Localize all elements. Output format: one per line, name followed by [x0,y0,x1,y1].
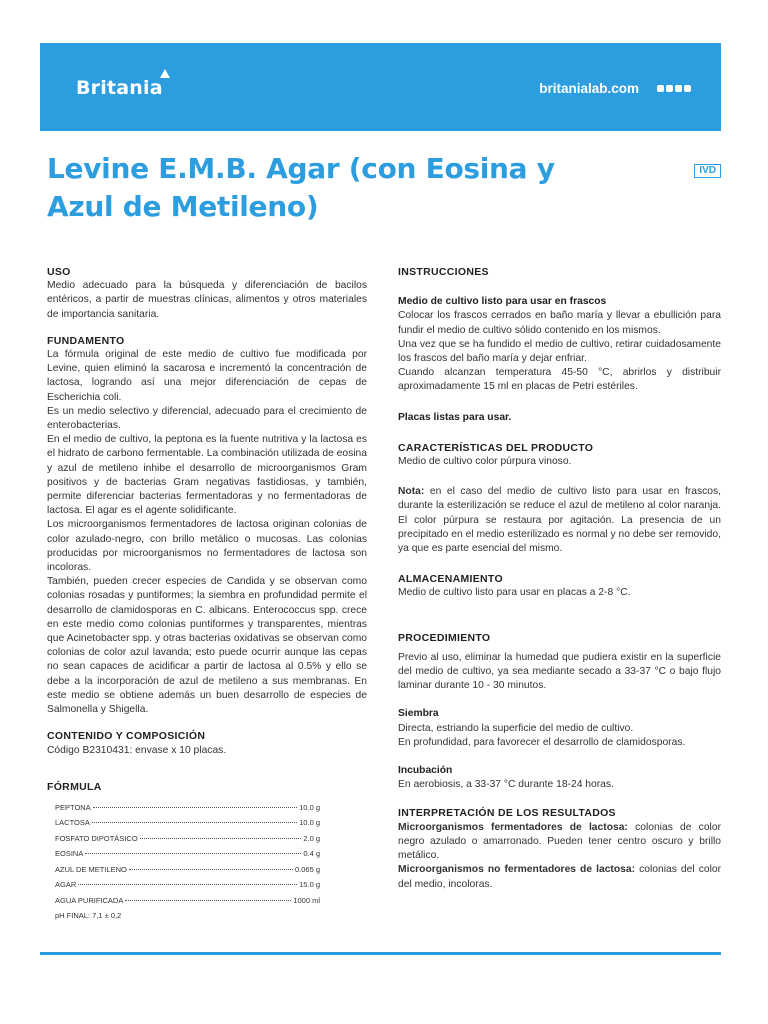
contenido-title: CONTENIDO Y COMPOSICIÓN [47,730,206,743]
formula-row: PEPTONA 10.0 g [55,802,320,812]
formula-row: AGAR 15.0 g [55,880,320,890]
nota-text: en el caso del medio de cultivo listo para usar en frascos, durante la esterilización se reduce el azul de metileno al color naranja. El color púrpura se restaura por agitación. La presencia de un precipitado en el medio esterilizado es normal y no debe ser removido, ya que es parte esencial del mismo. [398,486,721,555]
caracteristicas-text: Medio de cultivo color púrpura vinoso. [398,456,572,468]
siembra-p1: Directa, estriando la superficie del medio de cultivo. [398,722,634,734]
uso-title: USO [47,266,71,278]
website-link[interactable]: britanialab.com [539,81,639,96]
interpretacion-title: INTERPRETACIÓN DE LOS RESULTADOS [398,807,616,820]
ref-label: REF [639,112,667,126]
almacenamiento-text: Medio de cultivo listo para usar en placas a 2-8 °C. [398,587,631,599]
siembra-p2: En profundidad, para favorecer el desarrollo de clamidosporas. [398,736,686,748]
procedimiento-title: PROCEDIMIENTO [398,631,491,644]
siembra-title: Siembra [398,708,439,720]
almacenamiento-title: ALMACENAMIENTO [398,573,503,586]
fermentadores-paragraph [398,821,721,864]
ph-final: pH FINAL: 7,1 ± 0,2 [55,911,122,921]
formula-table [55,800,320,924]
fundamento-p3: En el medio de cultivo, la peptona es la fuente nutritiva y la lactosa es el hidrato de carbono fermentable. La combinación utilizada de eosina y azul de metileno inhibe el desarrollo de microorganismos Gram positivos y de bacterias Gram negativas fastidiosas, y también, permite diferenciar bacterias fermentadoras y no fermentadoras de lactosa. El agar es el agente solidificante. [47,434,367,517]
contenido-text: Código B2310431: envase x 10 placas. [47,744,227,756]
fundamento-p2: Es un medio selectivo y diferencial, adecuado para el crecimiento de enterobacterias. [47,405,367,432]
incubacion-title: Incubación [398,765,453,777]
fundamento-p5: También, pueden crecer especies de Candida y se observan como colonias rosadas y puntiformes; la siembra en profundidad permite el desarrollo de clamidosporas en C. albicans. Enterococcus spp. crece en este medio como colonias puntiformes y transparentes, mientras que Acinetobacter spp. y otras bacterias oxidativas se observan como colonias de color azul lavanda; esto puede ocurrir aunque las cepas no sean capaces de acidificar a partir de lactosa al 0.5% y ello se debe a la incorporación de azul de metileno a sus membranas. En este medio se obtiene además un buen desarrollo de especies de Salmonella y Shigella. [47,576,367,716]
fermentadores-text: colonias de color negro azulado o amarronado. Pueden tener centro oscuro y brillo metálico. [398,821,721,862]
brand-logo: Britania [76,77,163,99]
frascos-title: Medio de cultivo listo para usar en frascos [398,296,607,308]
page-title: Levine E.M.B. Agar (con Eosina y Azul de Metileno) [47,152,555,223]
incubacion-text: En aerobiosis, a 33-37 °C durante 18-24 horas. [398,779,614,791]
nota-label: Nota: [398,486,425,498]
procedimiento-text: Previo al uso, eliminar la humedad que pudiera existir en la superficie del medio de cultivo, ya sea mediante secado a 33-37 °C o bajo flujo laminar durante 10 - 30 minutos. [398,651,721,692]
fundamento-p4: Los microorganismos fermentadores de lactosa originan colonias de color azulado-negro, con brillo metálico o mucosas. Las colonias producidas por microorganismos no fermentadores de lactosa son incoloras. [47,519,367,574]
linkedin-icon[interactable] [675,85,682,92]
social-icons [657,85,691,92]
logo-triangle-icon [160,69,170,78]
placas-title: Placas listas para usar. [398,411,512,423]
instrucciones-title: INSTRUCCIONES [398,266,489,278]
frascos-p1: Colocar los frascos cerrados en baño maría y llevar a ebullición para fundir el medio de cultivo sólido contenido en los mismos. [398,310,721,336]
footer-divider [40,952,721,955]
frascos-p2: Una vez que se ha fundido el medio de cultivo, retirar cuidadosamente los frascos del baño maría y dejar enfriar. [398,338,721,365]
nota-paragraph [398,485,721,556]
header-banner [40,43,721,131]
formula-row: EOSINA 0.4 g [55,849,320,859]
fermentadores-label: Microorganismos fermentadores de lactosa: [398,821,628,833]
facebook-icon[interactable] [657,85,664,92]
right-column [398,265,721,892]
ivd-badge: IVD [694,164,721,178]
instagram-icon[interactable] [666,85,673,92]
caracteristicas-title: CARACTERÍSTICAS DEL PRODUCTO [398,441,594,454]
uso-text: Medio adecuado para la búsqueda y diferenciación de bacilos entéricos, a partir de muestras clínicas, alimentos y otros materiales de importancia sanitaria. [47,280,367,320]
fundamento-title: FUNDAMENTO [47,334,125,347]
fundamento-p1: La fórmula original de este medio de cultivo fue modificada por Levine, quien eliminó la sacarosa e incrementó la concentración de lactosa, logrando así una mejor diferenciación de cepas de Escherichia coli. [47,349,367,403]
youtube-icon[interactable] [684,85,691,92]
ref-code: B2310431 [670,113,721,125]
no-fermentadores-paragraph [398,863,721,891]
left-column [47,265,367,924]
formula-title: FÓRMULA [47,780,102,793]
formula-row: FOSFATO DIPOTÁSICO 2.0 g [55,833,320,843]
formula-row: AGUA PURIFICADA 1000 ml [55,895,320,905]
formula-row: LACTOSA 10.0 g [55,818,320,828]
frascos-p3: Cuando alcanzan temperatura 45-50 °C, abrirlos y distribuir aproximadamente 15 ml en placas de Petri estériles. [398,367,721,393]
no-fermentadores-label: Microorganismos no fermentadores de lactosa: [398,864,636,876]
formula-row: AZUL DE METILENO 0.065 g [55,864,320,874]
ref-block [639,112,721,126]
no-fermentadores-text: colonias del color del medio, incoloras. [398,864,722,890]
